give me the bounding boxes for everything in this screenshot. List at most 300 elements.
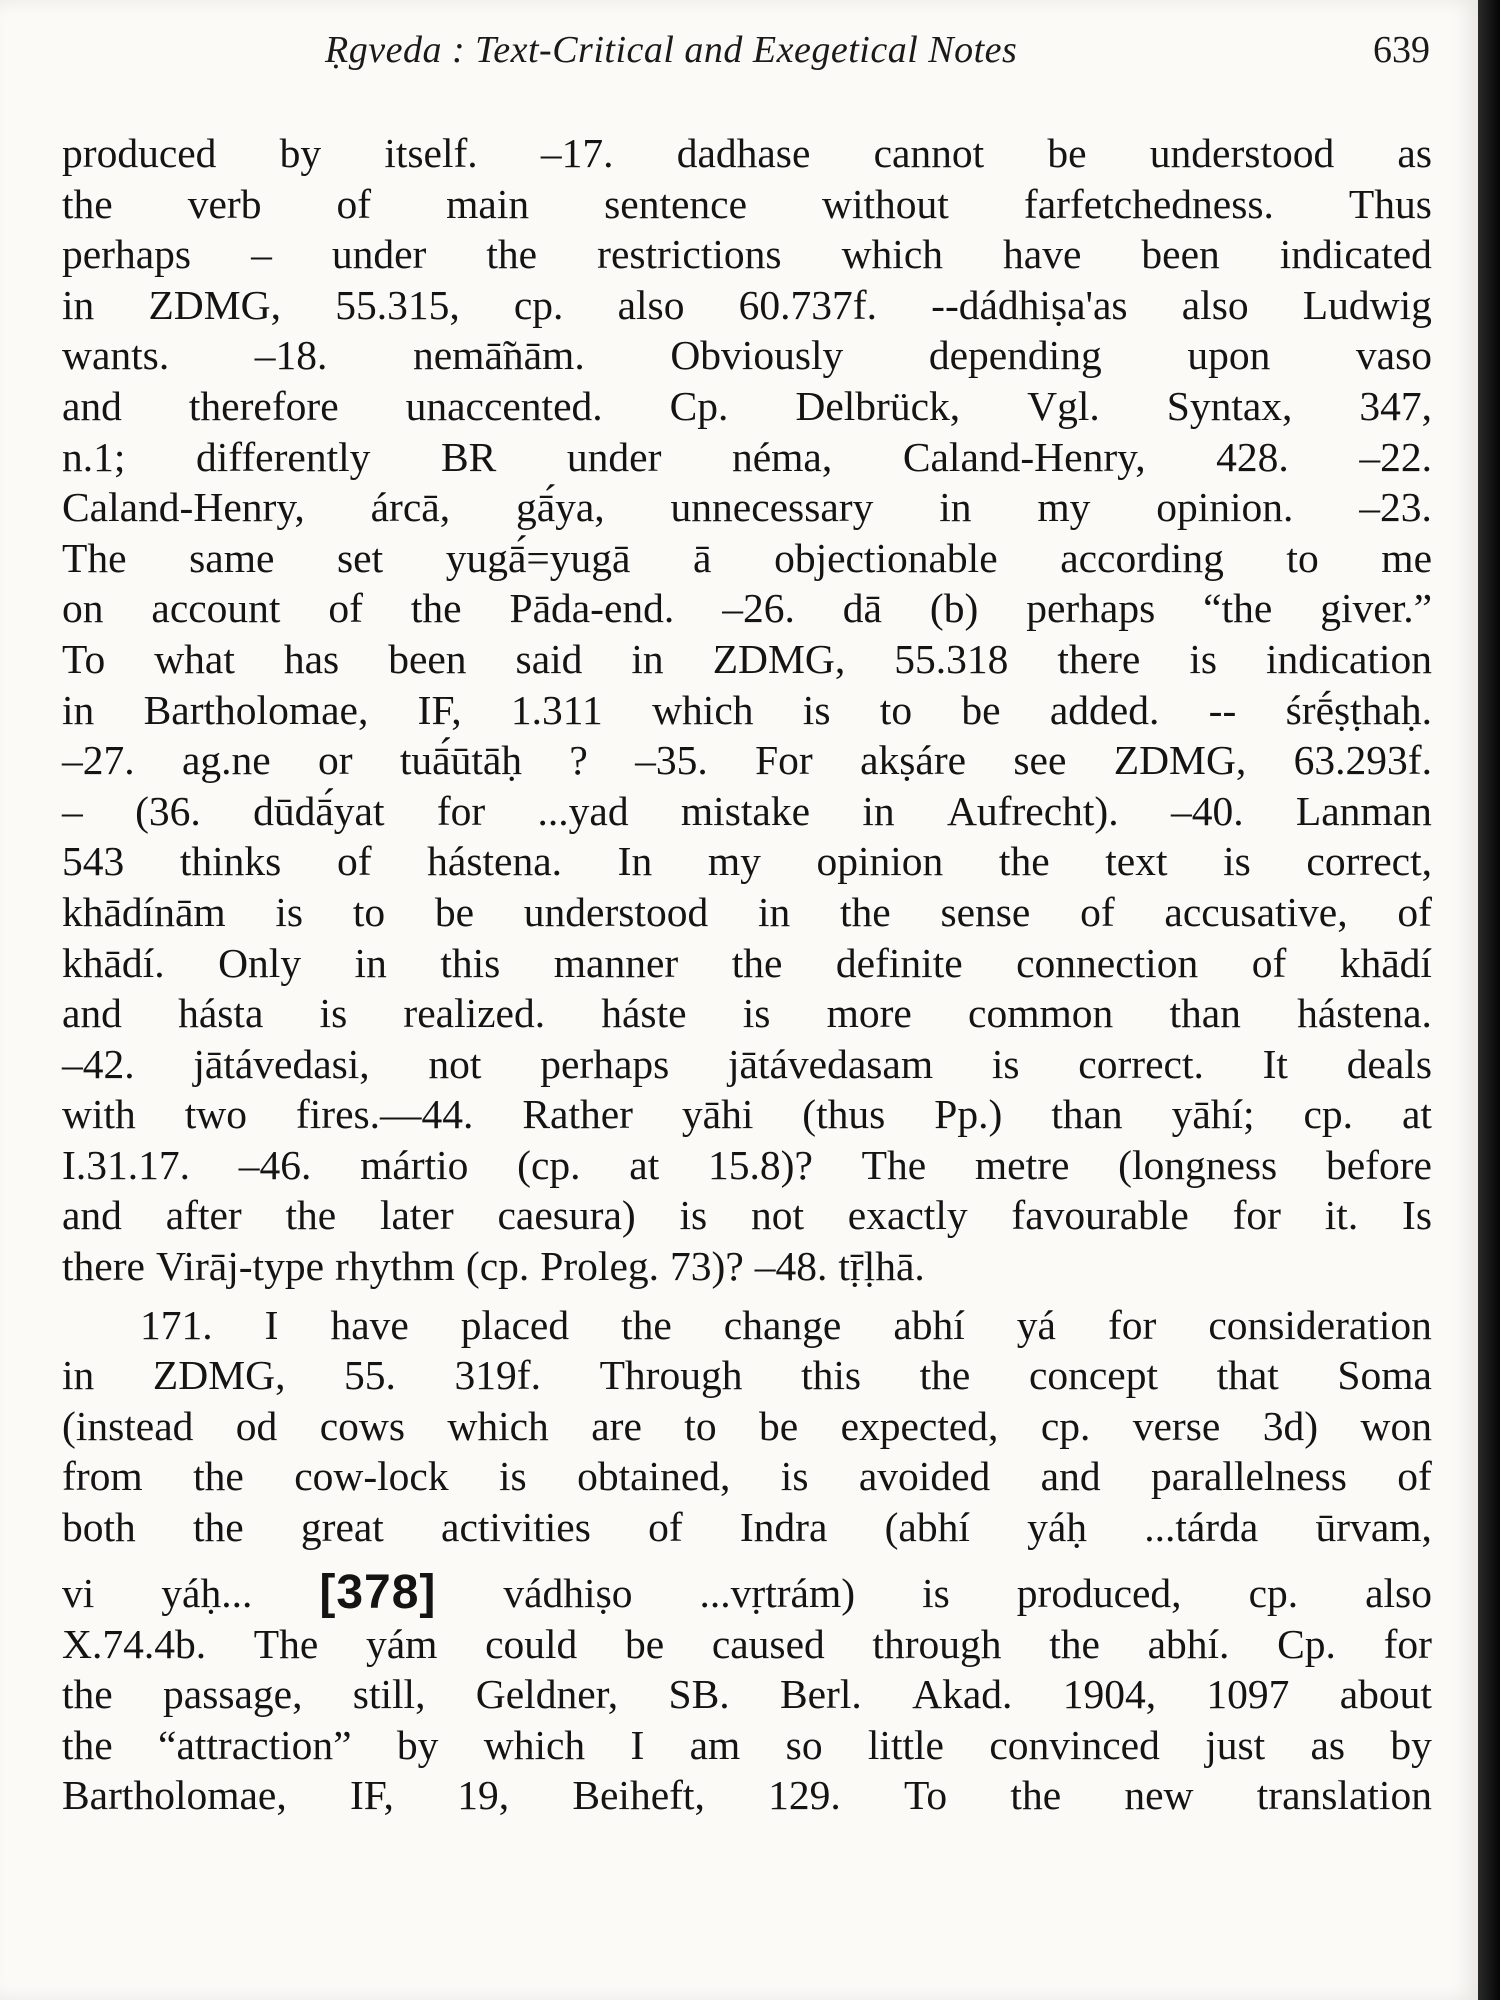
word: (cp. (517, 1141, 581, 1188)
word: 347, (1359, 382, 1432, 429)
word: account (151, 585, 281, 632)
word: vaso (1355, 332, 1432, 379)
word: and (62, 1192, 122, 1239)
word: placed (460, 1301, 570, 1348)
word: differently (195, 433, 371, 480)
word: which (841, 231, 943, 278)
text-line (62, 128, 1432, 179)
word: set (337, 534, 384, 581)
word: new (1124, 1772, 1194, 1819)
word: Only (218, 939, 302, 986)
word: by (1390, 1721, 1432, 1768)
word: be (758, 1402, 799, 1449)
word: In (617, 838, 653, 885)
word: and (62, 382, 122, 429)
word: I (264, 1301, 279, 1348)
word: ZDMG, (152, 1352, 286, 1399)
word: exactly (847, 1192, 968, 1239)
word: it. (1324, 1192, 1359, 1239)
word: IF, (349, 1772, 394, 1819)
word: perhaps (1026, 585, 1156, 632)
word: verse (1132, 1402, 1221, 1449)
word: – (251, 231, 272, 278)
word: caused (711, 1620, 825, 1667)
word: Aufrecht). (946, 787, 1119, 834)
word: giver.” (1320, 585, 1432, 632)
word: hástena. (1297, 990, 1432, 1037)
word: Caland-Henry, (62, 484, 305, 531)
word: 543 (62, 838, 125, 885)
word: what (154, 635, 235, 682)
word: more (826, 990, 912, 1037)
word: little (867, 1721, 944, 1768)
word: after (165, 1192, 242, 1239)
word: opinion. (1156, 484, 1294, 531)
text-line (62, 583, 1432, 634)
word: –48. (754, 1243, 828, 1290)
word: (instead (62, 1402, 194, 1449)
word: therefore (188, 382, 339, 429)
word: is (922, 1570, 950, 1617)
word: Thus (1348, 180, 1432, 227)
word: have (330, 1301, 409, 1348)
word: Proleg. (540, 1243, 659, 1290)
word: the (840, 888, 891, 935)
word: –27. (62, 737, 135, 784)
text-line (62, 634, 1432, 685)
word: 1.311 (510, 686, 603, 733)
word: cow-lock (294, 1453, 449, 1500)
word: later (379, 1192, 454, 1239)
word: been (1141, 231, 1220, 278)
text-line (62, 1770, 1432, 1821)
word: expected, (840, 1402, 999, 1449)
word: without (822, 180, 949, 227)
word: produced (62, 130, 217, 176)
word: Cp. (1277, 1620, 1336, 1667)
word: Bartholomae, (143, 686, 369, 733)
text-line (62, 1669, 1432, 1720)
word: also (1365, 1570, 1432, 1617)
word: Bartholomae, (62, 1772, 287, 1819)
word: yāhí; (1171, 1091, 1255, 1138)
word: 1097 (1206, 1671, 1290, 1718)
word: --dádhiṣa'as (931, 281, 1128, 328)
word: 60.737f. (738, 281, 877, 328)
word: jātávedasi, (193, 1040, 370, 1087)
word: on (62, 585, 104, 632)
word: concept (1028, 1352, 1158, 1399)
word: the (1010, 1772, 1062, 1819)
word: The (62, 534, 127, 581)
word: Akad. (912, 1671, 1013, 1718)
word: text (1105, 838, 1168, 885)
text-line (62, 1190, 1432, 1241)
word: is (499, 1453, 527, 1500)
word: tṝḷhā. (838, 1243, 925, 1290)
word: cows (319, 1402, 405, 1449)
word: yāhi (681, 1091, 754, 1138)
text-line (62, 836, 1432, 887)
word: 55.318 (894, 635, 1009, 682)
text-line (62, 1350, 1432, 1401)
word: be (1047, 130, 1087, 176)
text-line (62, 1241, 1432, 1292)
word: cp. (513, 281, 564, 328)
word: to (879, 686, 913, 733)
word: won (1360, 1402, 1432, 1449)
word: I (630, 1721, 645, 1768)
text-line (62, 1451, 1432, 1502)
word: dūdā́yat (253, 787, 385, 834)
word: according (1060, 534, 1224, 581)
word: great (300, 1504, 384, 1551)
word: is (742, 990, 771, 1037)
word: thinks (179, 838, 282, 885)
word: khādí (1339, 939, 1432, 986)
word: –42. (62, 1040, 135, 1087)
word: realized. (403, 990, 546, 1037)
text-line (62, 735, 1432, 786)
word: the (192, 1504, 244, 1551)
word: perhaps (62, 231, 192, 278)
word: perhaps (540, 1040, 670, 1087)
word: parallelness (1151, 1453, 1347, 1500)
text-line (62, 533, 1432, 584)
word: -- (1208, 686, 1237, 733)
text-line (62, 1300, 1432, 1351)
word: IF, (417, 686, 462, 733)
word: which (652, 686, 754, 733)
word: added. (1049, 686, 1160, 733)
word: yáḥ... (161, 1570, 253, 1617)
word: rhythm (335, 1243, 455, 1290)
word: before (1325, 1141, 1432, 1188)
text-line (62, 280, 1432, 331)
word: Geldner, (475, 1671, 619, 1718)
word: is (780, 1453, 809, 1500)
word: obtained, (577, 1453, 731, 1500)
word: cannot (873, 130, 985, 176)
text-line (62, 381, 1432, 432)
word: hásta (178, 990, 264, 1037)
word: for (1107, 1301, 1157, 1348)
word: vi (62, 1570, 95, 1617)
word: unaccented. (405, 382, 603, 429)
word: [378] (319, 1566, 437, 1620)
word: about (1339, 1671, 1432, 1718)
word: objectionable (774, 534, 998, 581)
word: –26. (722, 585, 795, 632)
body-text (62, 128, 1432, 1821)
word: Rather (522, 1091, 633, 1138)
word: ...tárda (1144, 1504, 1259, 1551)
text-line (62, 482, 1432, 533)
word: of (328, 585, 363, 632)
word: khādí. (62, 939, 165, 986)
word: the (621, 1301, 672, 1348)
word: avoided (858, 1453, 991, 1500)
word: 129. (768, 1772, 841, 1819)
word: néma, (731, 433, 833, 480)
word: indication (1266, 635, 1432, 682)
word: Syntax, (1166, 382, 1293, 429)
word: or (318, 737, 353, 784)
word: –35. (635, 737, 708, 784)
word: not (750, 1192, 804, 1239)
word: as (1397, 130, 1432, 176)
word: árcā, (370, 484, 451, 531)
word: 73)? (670, 1243, 744, 1290)
word: same (189, 534, 275, 581)
word: 1904, (1062, 1671, 1157, 1718)
word: yá (1016, 1301, 1056, 1348)
word: favourable (1011, 1192, 1189, 1239)
word: mártio (360, 1141, 469, 1188)
word: 171. (140, 1301, 213, 1348)
word: 19, (457, 1772, 510, 1819)
word: the (410, 585, 462, 632)
word: in (757, 888, 791, 935)
word: of (1397, 888, 1432, 935)
word: for (1232, 1192, 1281, 1239)
word: farfetchedness. (1023, 180, 1274, 227)
text-line (62, 1553, 1432, 1619)
word: indicated (1279, 231, 1432, 278)
word: The (253, 1620, 319, 1667)
word: is (275, 888, 304, 935)
word: in (631, 635, 664, 682)
word: am (689, 1721, 741, 1768)
page-number: 639 (1373, 29, 1430, 71)
word: 63.293f. (1293, 737, 1432, 784)
text-line (62, 1140, 1432, 1191)
text-line (62, 1502, 1432, 1553)
word: hástena. (427, 838, 562, 885)
word: there (1057, 635, 1141, 682)
word: upon (1187, 332, 1271, 379)
word: in (62, 1352, 95, 1399)
word: Berl. (779, 1671, 862, 1718)
word: (longness (1118, 1141, 1278, 1188)
word: Obviously (670, 332, 844, 379)
word: 428. (1216, 433, 1289, 480)
word: cp. (1040, 1402, 1091, 1449)
text-line (62, 887, 1432, 938)
word: abhí. (1147, 1620, 1230, 1667)
word: both (62, 1504, 136, 1551)
word: in (354, 939, 387, 986)
word: sentence (604, 180, 747, 227)
word: this (801, 1352, 862, 1399)
word: od (235, 1402, 278, 1449)
word: yugā́=yugā (445, 534, 631, 581)
word: of (1397, 1453, 1432, 1500)
word: of (1251, 939, 1287, 986)
word: ūrvam, (1315, 1504, 1432, 1551)
word: has (283, 635, 340, 682)
word: accusative, (1164, 888, 1348, 935)
word: mistake (680, 787, 810, 834)
word: (abhí (884, 1504, 970, 1551)
text-line (62, 1720, 1432, 1771)
word: which (483, 1721, 586, 1768)
word: so (785, 1721, 823, 1768)
word: there (62, 1243, 145, 1290)
word: cp. (1248, 1570, 1299, 1617)
word: The (861, 1141, 927, 1188)
word: at (1402, 1091, 1432, 1138)
word: could (485, 1620, 578, 1667)
text-line (62, 685, 1432, 736)
word: under (331, 231, 427, 278)
word: the (731, 939, 783, 986)
word: SB. (668, 1671, 730, 1718)
word: opinion (816, 838, 944, 885)
word: under (566, 433, 662, 480)
word: yáḥ (1027, 1504, 1088, 1551)
word: ZDMG, (148, 281, 282, 328)
word: 15.8)? (708, 1141, 813, 1188)
word: for (1383, 1620, 1432, 1667)
word: wants. (62, 332, 170, 379)
word: Delbrück, (795, 382, 961, 429)
word: and (62, 990, 122, 1037)
word: is (802, 686, 831, 733)
word: produced, (1016, 1570, 1182, 1617)
word: 55. (344, 1352, 396, 1399)
text-line (62, 938, 1432, 989)
word: of (1080, 888, 1115, 935)
word: is (1189, 635, 1218, 682)
word: the (1049, 1620, 1100, 1667)
word: Through (599, 1352, 743, 1399)
word: activities (441, 1504, 591, 1551)
word: connection (1016, 939, 1199, 986)
page-edge-shadow (1478, 0, 1500, 2000)
word: also (1181, 281, 1249, 328)
word: (cp. (465, 1243, 530, 1290)
word: Pāda-end. (509, 585, 675, 632)
word: –46. (238, 1141, 312, 1188)
text-line (62, 229, 1432, 280)
text-line (62, 1401, 1432, 1452)
word: be (434, 888, 475, 935)
word: (thus (802, 1091, 886, 1138)
word: to (684, 1402, 717, 1449)
word: the (486, 231, 538, 278)
word: restrictions (597, 231, 782, 278)
word: ZDMG, (712, 635, 846, 682)
word: ...yad (537, 787, 629, 834)
word: Pp.) (934, 1091, 1003, 1138)
word: khādínām (62, 888, 226, 935)
word: the (62, 180, 113, 227)
word: to (1286, 534, 1319, 581)
word: –17. (540, 130, 614, 176)
word: X.74.4b. (62, 1620, 207, 1667)
word: also (617, 281, 685, 328)
word: tuā́ūtāḥ (399, 737, 523, 784)
word: be (624, 1620, 665, 1667)
word: convinced (989, 1721, 1160, 1768)
text-line (62, 786, 1432, 837)
word: in (62, 281, 95, 328)
word: ā (693, 534, 712, 581)
running-head-title: Ṛgveda : Text-Critical and Exegetical Notes (325, 29, 1018, 71)
word: to (352, 888, 386, 935)
word: in (862, 787, 895, 834)
word: deals (1346, 1040, 1432, 1087)
word: me (1381, 534, 1432, 581)
word: BR (440, 433, 497, 480)
word: be (961, 686, 1001, 733)
word: common (968, 990, 1114, 1037)
word: dadhase (676, 130, 811, 176)
text-line (62, 988, 1432, 1039)
word: Ludwig (1302, 281, 1432, 328)
word: correct, (1306, 838, 1432, 885)
word: in (62, 686, 95, 733)
text-line (62, 1619, 1432, 1670)
word: as (1310, 1721, 1346, 1768)
word: main (446, 180, 530, 227)
word: fires.—44. (295, 1091, 474, 1138)
word: n.1; (62, 433, 126, 480)
word: vádhiṣo (503, 1570, 633, 1617)
word: manner (553, 939, 679, 986)
text-line (62, 330, 1432, 381)
word: my (707, 838, 761, 885)
word: understood (1149, 130, 1335, 176)
word: understood (523, 888, 709, 935)
word: just (1205, 1721, 1266, 1768)
text-line (62, 1039, 1432, 1090)
word: the (285, 1192, 337, 1239)
word: –18. (254, 332, 328, 379)
word: For (755, 737, 813, 784)
word: which (447, 1402, 549, 1449)
word: metre (974, 1141, 1070, 1188)
word: – (62, 787, 83, 834)
word: “the (1203, 585, 1273, 632)
word: of (336, 838, 372, 885)
word: have (1003, 231, 1082, 278)
word: sense (940, 888, 1031, 935)
text-line (62, 432, 1432, 483)
word: than (1169, 990, 1241, 1037)
word: said (515, 635, 583, 682)
word: translation (1256, 1772, 1432, 1819)
text-line (62, 179, 1432, 230)
word: Vgl. (1027, 382, 1100, 429)
word: It (1262, 1040, 1288, 1087)
word: by (396, 1721, 439, 1768)
word: not (428, 1040, 482, 1087)
word: Beiheft, (572, 1772, 705, 1819)
word: Indra (739, 1504, 828, 1551)
word: yám (365, 1620, 438, 1667)
word: akṣáre (860, 737, 967, 784)
word: depending (928, 332, 1102, 379)
word: 319f. (454, 1352, 541, 1399)
word: that (1216, 1352, 1279, 1399)
word: this (440, 939, 501, 986)
word: –40. (1170, 787, 1244, 834)
word: Caland-Henry, (902, 433, 1146, 480)
word: 3d) (1262, 1402, 1319, 1449)
word: by (279, 130, 322, 176)
